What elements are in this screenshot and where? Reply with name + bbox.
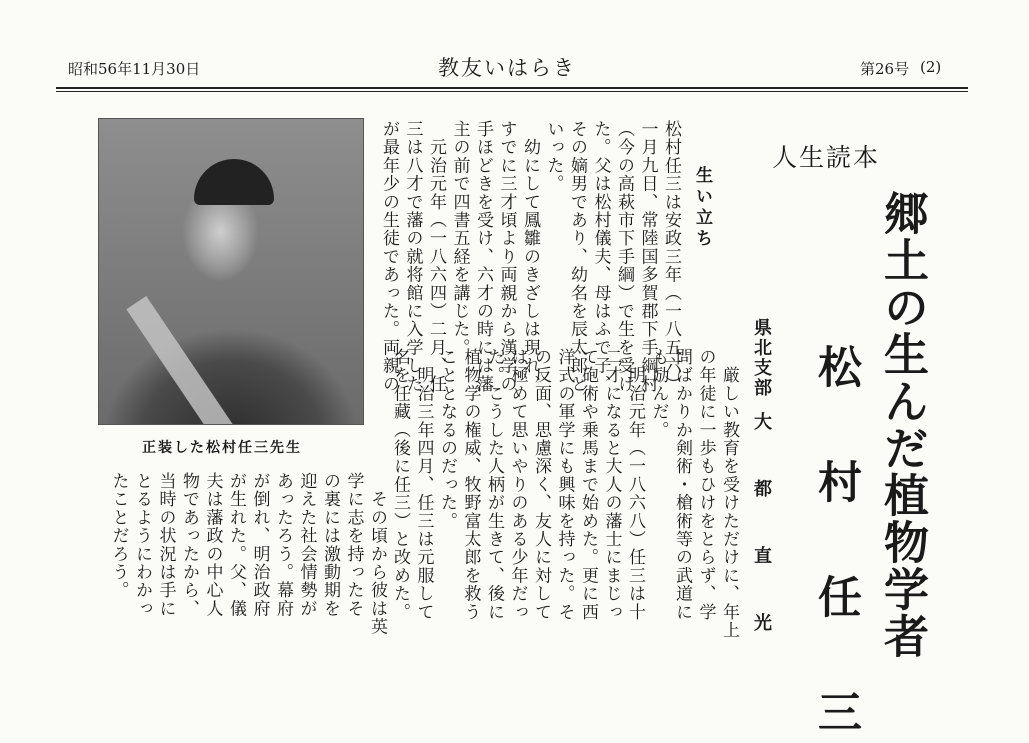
text-column: 植物学の権威、牧野富太郎を救う bbox=[460, 348, 481, 621]
text-column: その嫡男であり、幼名を辰太郎と bbox=[567, 120, 587, 393]
text-column: が倒れ、明治政府 bbox=[249, 472, 270, 618]
text-column: 夫は藩政の中心人 bbox=[202, 472, 223, 618]
photo-caption: 正装した松村任三先生 bbox=[142, 440, 302, 456]
text-column: たことだろう。 bbox=[108, 472, 129, 600]
text-column: こととなるのだった。 bbox=[437, 348, 457, 530]
text-column: 名を任藏（後に任三）と改めた。 bbox=[390, 348, 410, 621]
text-column: 明治三年四月、任三は元服して bbox=[413, 348, 434, 621]
page-number: (2) bbox=[920, 58, 942, 76]
text-column: いった。 bbox=[543, 120, 564, 193]
article-title: 郷土の生んだ植物学者 bbox=[876, 190, 929, 660]
text-column: その頃から彼は英 bbox=[367, 472, 387, 636]
text-column: が最年少の生徒であった。両親の bbox=[379, 120, 399, 393]
series-label: 人生読本 bbox=[772, 143, 881, 172]
text-column: 当時の状況は手に bbox=[155, 472, 176, 618]
text-column: 明治元年（一八六八）任三は十 bbox=[625, 348, 645, 621]
portrait-sash bbox=[126, 296, 235, 425]
text-column: 手ほどきを受け、六才の時には藩 bbox=[473, 120, 493, 393]
issue-number: 第26号 bbox=[860, 60, 910, 78]
subheading: 生い立ち bbox=[692, 166, 712, 250]
text-column: た。こうした人柄が生きて、後に bbox=[484, 348, 504, 621]
text-column: 学に志を持ったそ bbox=[343, 472, 364, 618]
text-column: 洋式の軍学にも興味を持った。そ bbox=[554, 348, 575, 621]
text-column: の反面、思慮深く、友人に対して bbox=[531, 348, 551, 621]
issue-date: 昭和56年11月30日 bbox=[68, 60, 201, 78]
text-column: すでに三才頃より両親から漢学の bbox=[496, 120, 517, 393]
text-column: 元治元年（一八六四）二月、任 bbox=[426, 120, 446, 393]
text-column: た。父は松村儀夫、母はふで子、 bbox=[590, 120, 611, 393]
text-column: あったろう。幕府 bbox=[273, 472, 293, 618]
header-rule-thin bbox=[56, 91, 968, 92]
text-column: 物であったから、 bbox=[179, 472, 199, 618]
text-column: 三は八才で藩の就将館に入学した bbox=[402, 120, 423, 393]
text-column: 主の前で四書五経を講じた。 bbox=[449, 120, 470, 357]
text-column: 一月九日、常陸国多賀郡下手綱村 bbox=[637, 120, 658, 393]
text-column: 幼にして鳳雛のきざしは現れ、 bbox=[520, 120, 540, 393]
text-column: の年徒に一歩もひけをとらず、学 bbox=[695, 348, 716, 621]
text-column: 問ばかりか剣術・槍術等の武道に bbox=[672, 348, 692, 621]
text-column: とるようにわかっ bbox=[132, 472, 152, 618]
text-column: 二才になると大人の藩士にまじっ bbox=[601, 348, 622, 621]
text-column: て砲術や乗馬まで始めた。更に西 bbox=[578, 348, 598, 621]
text-column: 厳しい教育を受けただけに、年上 bbox=[719, 348, 739, 640]
subject-name: 松 村 任 三 bbox=[810, 344, 861, 743]
text-column: 迎えた社会情勢が bbox=[296, 472, 317, 618]
author-branch: 県北支部 bbox=[751, 318, 772, 398]
text-column: の裏には激動期を bbox=[320, 472, 340, 618]
newspaper-title: 教友いはらき bbox=[438, 56, 576, 80]
text-column: 松村任三は安政三年（一八五六） bbox=[661, 120, 681, 393]
portrait-photo bbox=[98, 118, 364, 425]
text-column: は極めて思いやりのある少年だっ bbox=[507, 348, 528, 621]
author-name: 大 都 直 光 bbox=[751, 412, 772, 645]
header-rule bbox=[56, 87, 968, 89]
portrait-hat bbox=[194, 159, 274, 205]
text-column: （今の高萩市下手綱）で生を受け bbox=[614, 120, 634, 393]
text-column: が生れた。父、儀 bbox=[226, 472, 246, 618]
text-column: も励んだ。 bbox=[648, 348, 669, 439]
